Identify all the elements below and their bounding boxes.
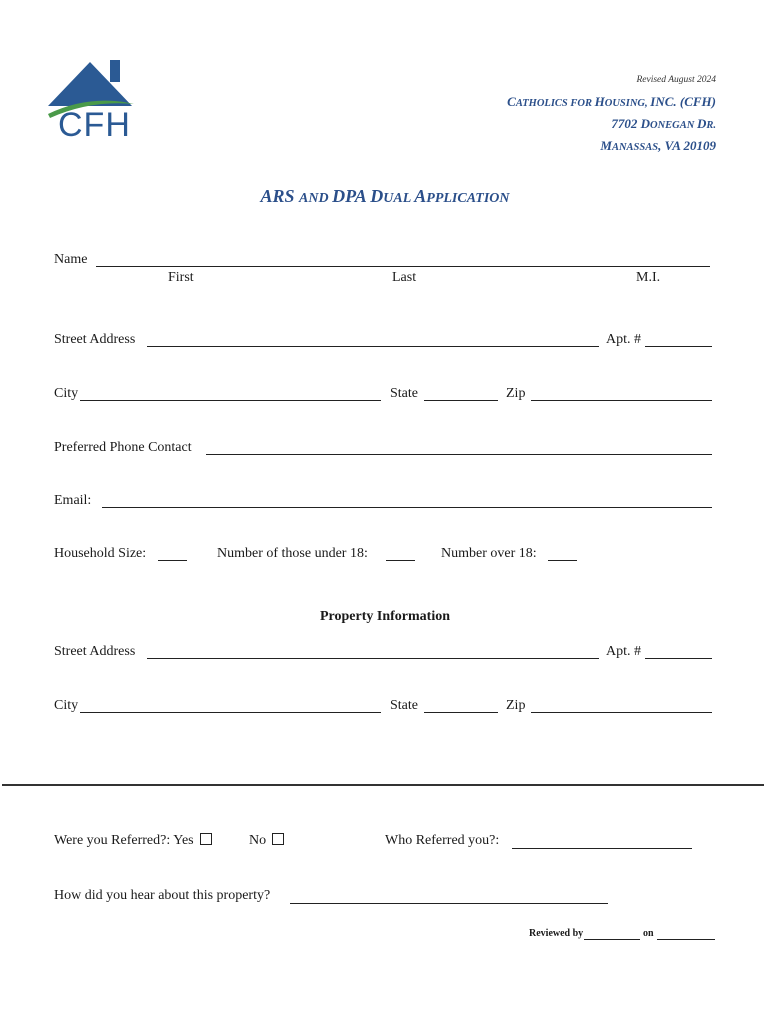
zip-label: Zip — [506, 386, 526, 401]
under-18-label: Number of those under 18: — [217, 546, 368, 561]
reviewed-by-field[interactable] — [584, 939, 640, 940]
who-referred-label: Who Referred you?: — [385, 833, 500, 848]
org-address — [507, 92, 716, 158]
org-street: 7702 DONEGAN DR. — [611, 116, 716, 131]
household-size-field[interactable] — [158, 560, 187, 561]
property-city-label: City — [54, 698, 79, 713]
street-address-field[interactable] — [147, 346, 599, 347]
no-checkbox[interactable] — [272, 833, 284, 845]
reviewed-on-label: on — [643, 928, 654, 939]
cfh-logo — [44, 58, 140, 148]
phone-field[interactable] — [206, 454, 712, 455]
zip-field[interactable] — [531, 400, 712, 401]
under-18-field[interactable] — [386, 560, 415, 561]
name-field[interactable] — [96, 266, 710, 267]
property-state-label: State — [390, 698, 418, 713]
state-label: State — [390, 386, 418, 401]
referred-label: Were you Referred?: Yes — [54, 833, 194, 848]
property-state-field[interactable] — [424, 712, 498, 713]
city-field[interactable] — [80, 400, 381, 401]
email-field[interactable] — [102, 507, 712, 508]
phone-label: Preferred Phone Contact — [54, 440, 192, 455]
property-zip-field[interactable] — [531, 712, 712, 713]
property-zip-label: Zip — [506, 698, 526, 713]
name-label: Name — [54, 252, 88, 267]
yes-checkbox[interactable] — [200, 833, 212, 845]
logo-text: CFH — [58, 106, 131, 144]
street-address-label: Street Address — [54, 332, 136, 347]
no-label: No — [249, 833, 267, 848]
property-city-field[interactable] — [80, 712, 381, 713]
mi-label: M.I. — [636, 270, 661, 285]
section-divider — [2, 784, 764, 786]
apt-field[interactable] — [645, 346, 712, 347]
over-18-field[interactable] — [548, 560, 577, 561]
state-field[interactable] — [424, 400, 498, 401]
first-label: First — [168, 270, 194, 285]
reviewed-date-field[interactable] — [657, 939, 715, 940]
revised-date: Revised August 2024 — [636, 75, 716, 85]
org-city: MANASSAS, VA 20109 — [600, 138, 716, 153]
org-name: CATHOLICS FOR HOUSING, INC. (CFH) — [507, 94, 716, 109]
referred-yes-option[interactable] — [54, 833, 212, 849]
property-street-field[interactable] — [147, 658, 599, 659]
property-apt-label: Apt. # — [606, 644, 641, 659]
apt-label: Apt. # — [606, 332, 641, 347]
who-referred-field[interactable] — [512, 848, 692, 849]
reviewed-by-label: Reviewed by — [529, 928, 584, 939]
city-label: City — [54, 386, 79, 401]
referred-no-option[interactable] — [249, 833, 284, 849]
page-title: ARS AND DPA DUAL APPLICATION — [260, 186, 510, 206]
email-label: Email: — [54, 493, 92, 508]
property-info-heading: Property Information — [320, 609, 450, 624]
over-18-label: Number over 18: — [441, 546, 537, 561]
property-apt-field[interactable] — [645, 658, 712, 659]
household-size-label: Household Size: — [54, 546, 147, 561]
hear-about-field[interactable] — [290, 903, 608, 904]
last-label: Last — [392, 270, 417, 285]
hear-about-label: How did you hear about this property? — [54, 888, 271, 903]
property-street-label: Street Address — [54, 644, 136, 659]
